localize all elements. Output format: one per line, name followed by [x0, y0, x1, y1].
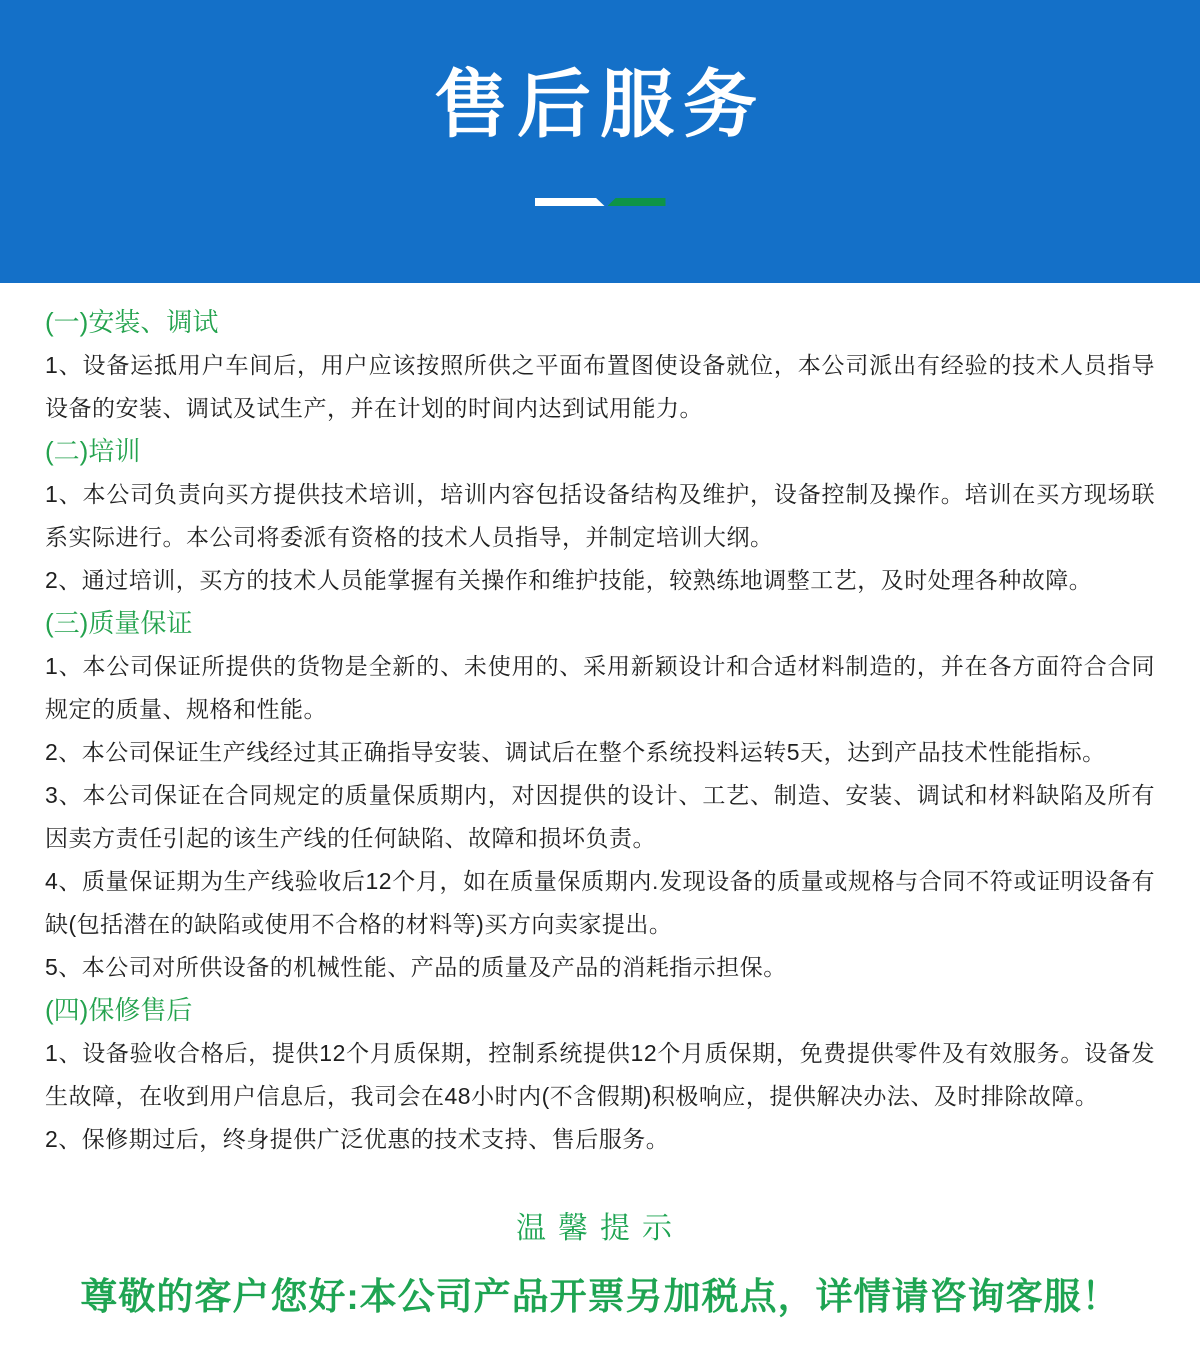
title-underline-decoration: [535, 198, 666, 206]
section-heading: (三)质量保证: [45, 608, 193, 638]
section-paragraph: 2、保修期过后，终身提供广泛优惠的技术支持、售后服务。: [45, 1126, 670, 1152]
notice: [0, 1209, 1200, 1317]
section-paragraph: 3、本公司保证在合同规定的质量保质期内，对因提供的设计、工艺、制造、安装、调试和材料缺陷及所有因卖方责任引起的该生产线的任何缺陷、故障和损坏负责。: [45, 782, 1155, 851]
section-paragraph: 1、本公司保证所提供的货物是全新的、未使用的、采用新颖设计和合适材料制造的，并在各方面符合合同规定的质量、规格和性能。: [45, 653, 1155, 722]
banner: [0, 0, 1200, 283]
notice-message: 尊敬的客户您好:本公司产品开票另加税点，详情请咨询客服！: [80, 1276, 1120, 1317]
section-paragraph: 4、质量保证期为生产线验收后12个月，如在质量保质期内.发现设备的质量或规格与合同不符或证明设备有缺(包括潜在的缺陷或使用不合格的材料等)买方向卖家提出。: [45, 868, 1155, 937]
section-paragraph: 1、设备运抵用户车间后，用户应该按照所供之平面布置图使设备就位，本公司派出有经验的技术人员指导设备的安装、调试及试生产，并在计划的时间内达到试用能力。: [45, 352, 1155, 421]
underline-green-segment: [608, 198, 666, 206]
section-paragraph: 2、通过培训，买方的技术人员能掌握有关操作和维护技能，较熟练地调整工艺，及时处理各种故障。: [45, 567, 1093, 593]
section-heading: (二)培训: [45, 436, 141, 466]
underline-white-segment: [535, 198, 605, 206]
section-heading: (一)安装、调试: [45, 307, 219, 337]
section-paragraph: 2、本公司保证生产线经过其正确指导安装、调试后在整个系统投料运转5天，达到产品技术性能指标。: [45, 739, 1106, 765]
section-paragraph: 1、设备验收合格后，提供12个月质保期，控制系统提供12个月质保期，免费提供零件及有效服务。设备发生故障，在收到用户信息后，我司会在48小时内(不含假期)积极响应，提供解决办法、及时排除故障。: [45, 1040, 1155, 1109]
section-paragraph: 5、本公司对所供设备的机械性能、产品的质量及产品的消耗指示担保。: [45, 954, 787, 980]
section-paragraph: 1、本公司负责向买方提供技术培训，培训内容包括设备结构及维护，设备控制及操作。培训在买方现场联系实际进行。本公司将委派有资格的技术人员指导，并制定培训大纲。: [45, 481, 1155, 550]
service-sections: [0, 283, 1200, 1161]
notice-title: 温馨提示: [516, 1212, 684, 1245]
section-heading: (四)保修售后: [45, 995, 193, 1025]
page-title: 售后服务: [434, 63, 766, 146]
